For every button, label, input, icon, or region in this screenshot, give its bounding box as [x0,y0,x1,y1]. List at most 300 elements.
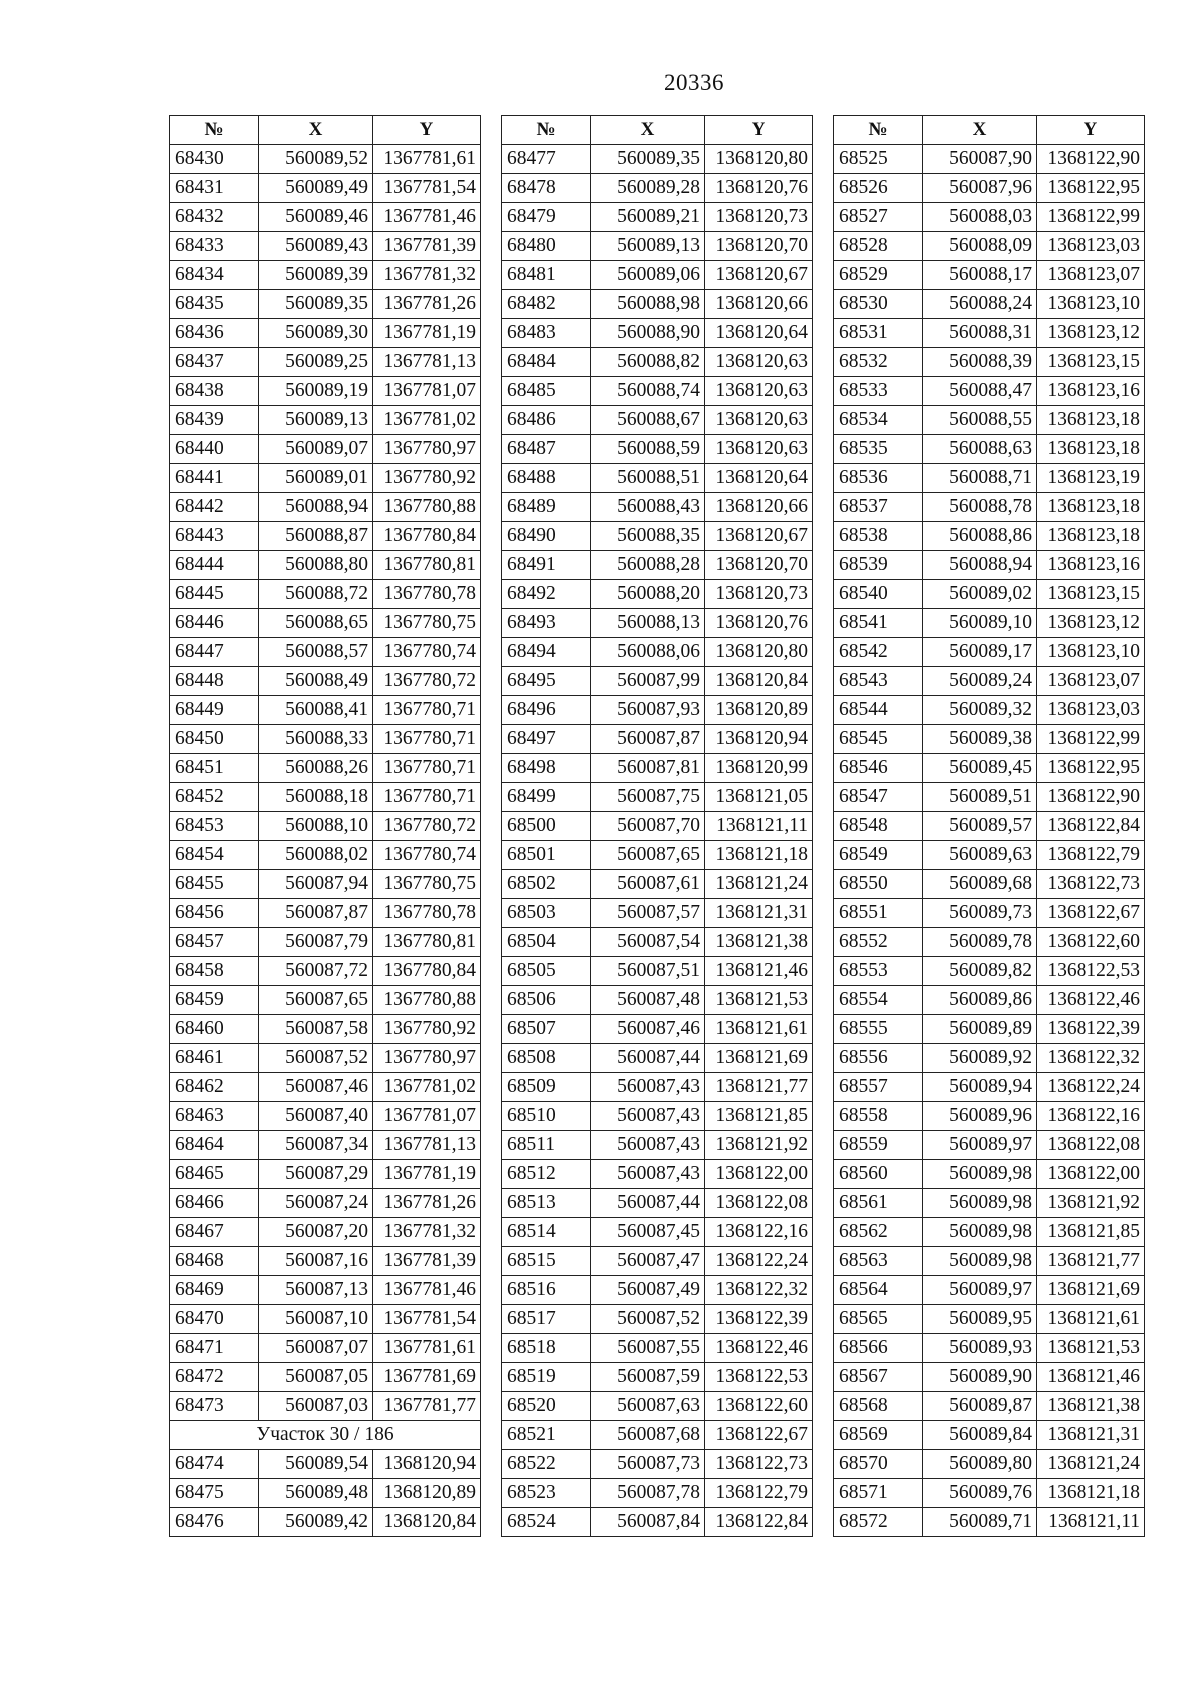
x-coordinate-cell: 560088,63 [923,435,1037,464]
table-row [502,1305,813,1334]
y-coordinate-cell: 1368120,89 [373,1479,481,1508]
x-coordinate-cell: 560087,51 [591,957,705,986]
y-coordinate-cell: 1368123,03 [1037,696,1145,725]
y-coordinate-cell: 1367781,32 [373,1218,481,1247]
y-coordinate-cell: 1368121,31 [705,899,813,928]
point-number-cell: 68550 [834,870,923,899]
y-coordinate-cell: 1368122,53 [705,1363,813,1392]
page-number: 20336 [664,70,724,95]
x-coordinate-cell: 560088,10 [259,812,373,841]
y-coordinate-cell: 1368120,73 [705,203,813,232]
table-row [502,754,813,783]
point-number-cell: 68533 [834,377,923,406]
column-header-number: № [502,116,591,145]
table-row [502,812,813,841]
table-row [170,696,481,725]
x-coordinate-cell: 560088,17 [923,261,1037,290]
point-number-cell: 68430 [170,145,259,174]
point-number-cell: 68452 [170,783,259,812]
table-row [502,1218,813,1247]
y-coordinate-cell: 1367781,46 [373,1276,481,1305]
x-coordinate-cell: 560089,06 [591,261,705,290]
table-row [834,1189,1145,1218]
table-row [502,696,813,725]
table-row [502,609,813,638]
point-number-cell: 68539 [834,551,923,580]
x-coordinate-cell: 560088,03 [923,203,1037,232]
table-row [502,1479,813,1508]
point-number-cell: 68483 [502,319,591,348]
table-row [834,609,1145,638]
point-number-cell: 68538 [834,522,923,551]
y-coordinate-cell: 1368121,69 [1037,1276,1145,1305]
table-row [834,377,1145,406]
y-coordinate-cell: 1367780,81 [373,928,481,957]
table-row [834,696,1145,725]
point-number-cell: 68433 [170,232,259,261]
x-coordinate-cell: 560087,54 [591,928,705,957]
table-row [502,1508,813,1537]
point-number-cell: 68568 [834,1392,923,1421]
point-number-cell: 68503 [502,899,591,928]
y-coordinate-cell: 1368122,99 [1037,203,1145,232]
x-coordinate-cell: 560088,39 [923,348,1037,377]
point-number-cell: 68567 [834,1363,923,1392]
x-coordinate-cell: 560089,68 [923,870,1037,899]
y-coordinate-cell: 1368122,53 [1037,957,1145,986]
point-number-cell: 68561 [834,1189,923,1218]
point-number-cell: 68490 [502,522,591,551]
point-number-cell: 68451 [170,754,259,783]
x-coordinate-cell: 560089,52 [259,145,373,174]
point-number-cell: 68500 [502,812,591,841]
point-number-cell: 68556 [834,1044,923,1073]
y-coordinate-cell: 1367780,97 [373,435,481,464]
point-number-cell: 68461 [170,1044,259,1073]
x-coordinate-cell: 560087,24 [259,1189,373,1218]
x-coordinate-cell: 560087,65 [259,986,373,1015]
point-number-cell: 68546 [834,754,923,783]
table-row [170,1450,481,1479]
point-number-cell: 68442 [170,493,259,522]
table-row [834,986,1145,1015]
table-row [502,1160,813,1189]
table-row [170,1015,481,1044]
table-row [170,551,481,580]
table-row [170,1479,481,1508]
x-coordinate-cell: 560087,94 [259,870,373,899]
point-number-cell: 68484 [502,348,591,377]
point-number-cell: 68562 [834,1218,923,1247]
x-coordinate-cell: 560088,13 [591,609,705,638]
x-coordinate-cell: 560087,16 [259,1247,373,1276]
x-coordinate-cell: 560088,28 [591,551,705,580]
point-number-cell: 68512 [502,1160,591,1189]
point-number-cell: 68444 [170,551,259,580]
x-coordinate-cell: 560088,49 [259,667,373,696]
y-coordinate-cell: 1368123,15 [1037,348,1145,377]
table-row [170,1189,481,1218]
y-coordinate-cell: 1368122,73 [705,1450,813,1479]
y-coordinate-cell: 1367780,92 [373,1015,481,1044]
y-coordinate-cell: 1368120,67 [705,522,813,551]
x-coordinate-cell: 560089,28 [591,174,705,203]
table-row [170,203,481,232]
y-coordinate-cell: 1368121,38 [705,928,813,957]
table-row [834,1160,1145,1189]
y-coordinate-cell: 1368122,32 [1037,1044,1145,1073]
y-coordinate-cell: 1367781,77 [373,1392,481,1421]
y-coordinate-cell: 1368123,12 [1037,609,1145,638]
y-coordinate-cell: 1367781,46 [373,203,481,232]
x-coordinate-cell: 560089,98 [923,1160,1037,1189]
x-coordinate-cell: 560089,48 [259,1479,373,1508]
column-header-y: Y [1037,116,1145,145]
coordinates-table-3 [833,115,1145,1537]
y-coordinate-cell: 1368122,16 [705,1218,813,1247]
y-coordinate-cell: 1368120,94 [373,1450,481,1479]
x-coordinate-cell: 560088,78 [923,493,1037,522]
point-number-cell: 68496 [502,696,591,725]
x-coordinate-cell: 560087,57 [591,899,705,928]
x-coordinate-cell: 560087,03 [259,1392,373,1421]
table-row [834,1102,1145,1131]
y-coordinate-cell: 1367781,07 [373,377,481,406]
x-coordinate-cell: 560087,58 [259,1015,373,1044]
point-number-cell: 68439 [170,406,259,435]
point-number-cell: 68463 [170,1102,259,1131]
table-row [170,1276,481,1305]
x-coordinate-cell: 560088,47 [923,377,1037,406]
y-coordinate-cell: 1368121,11 [705,812,813,841]
x-coordinate-cell: 560089,13 [591,232,705,261]
point-number-cell: 68571 [834,1479,923,1508]
table-row [170,1305,481,1334]
x-coordinate-cell: 560088,59 [591,435,705,464]
point-number-cell: 68523 [502,1479,591,1508]
y-coordinate-cell: 1368120,66 [705,493,813,522]
y-coordinate-cell: 1367780,71 [373,754,481,783]
table-row [502,290,813,319]
table-row [834,464,1145,493]
point-number-cell: 68447 [170,638,259,667]
table-row [834,841,1145,870]
y-coordinate-cell: 1368120,70 [705,232,813,261]
table-row [170,754,481,783]
x-coordinate-cell: 560087,46 [259,1073,373,1102]
x-coordinate-cell: 560089,80 [923,1450,1037,1479]
table-row [502,1044,813,1073]
point-number-cell: 68480 [502,232,591,261]
table-row [834,319,1145,348]
table-row [502,580,813,609]
point-number-cell: 68543 [834,667,923,696]
point-number-cell: 68506 [502,986,591,1015]
y-coordinate-cell: 1368121,46 [1037,1363,1145,1392]
x-coordinate-cell: 560087,63 [591,1392,705,1421]
y-coordinate-cell: 1368122,79 [705,1479,813,1508]
point-number-cell: 68448 [170,667,259,696]
point-number-cell: 68468 [170,1247,259,1276]
table-row [502,1334,813,1363]
y-coordinate-cell: 1367781,19 [373,1160,481,1189]
point-number-cell: 68519 [502,1363,591,1392]
table-row [834,203,1145,232]
y-coordinate-cell: 1368122,08 [705,1189,813,1218]
table-row [170,1218,481,1247]
point-number-cell: 68544 [834,696,923,725]
x-coordinate-cell: 560089,96 [923,1102,1037,1131]
y-coordinate-cell: 1368120,63 [705,377,813,406]
table-row [170,1334,481,1363]
y-coordinate-cell: 1367780,84 [373,957,481,986]
y-coordinate-cell: 1368122,00 [705,1160,813,1189]
y-coordinate-cell: 1368122,67 [705,1421,813,1450]
table-row [502,899,813,928]
x-coordinate-cell: 560087,47 [591,1247,705,1276]
table-row [502,1421,813,1450]
table-row [834,348,1145,377]
x-coordinate-cell: 560089,87 [923,1392,1037,1421]
point-number-cell: 68454 [170,841,259,870]
point-number-cell: 68492 [502,580,591,609]
x-coordinate-cell: 560089,54 [259,1450,373,1479]
y-coordinate-cell: 1368122,73 [1037,870,1145,899]
table-row [170,1073,481,1102]
table-row [170,580,481,609]
point-number-cell: 68524 [502,1508,591,1537]
table-row [170,899,481,928]
table-row [834,261,1145,290]
point-number-cell: 68530 [834,290,923,319]
point-number-cell: 68474 [170,1450,259,1479]
table-row [834,435,1145,464]
x-coordinate-cell: 560089,39 [259,261,373,290]
point-number-cell: 68508 [502,1044,591,1073]
x-coordinate-cell: 560088,09 [923,232,1037,261]
x-coordinate-cell: 560089,38 [923,725,1037,754]
y-coordinate-cell: 1368120,89 [705,696,813,725]
point-number-cell: 68431 [170,174,259,203]
point-number-cell: 68499 [502,783,591,812]
x-coordinate-cell: 560087,96 [923,174,1037,203]
table-row [170,377,481,406]
point-number-cell: 68559 [834,1131,923,1160]
y-coordinate-cell: 1367780,88 [373,493,481,522]
table-row [834,290,1145,319]
x-coordinate-cell: 560089,90 [923,1363,1037,1392]
x-coordinate-cell: 560089,76 [923,1479,1037,1508]
table-row [502,348,813,377]
point-number-cell: 68456 [170,899,259,928]
point-number-cell: 68440 [170,435,259,464]
y-coordinate-cell: 1368122,32 [705,1276,813,1305]
x-coordinate-cell: 560089,02 [923,580,1037,609]
y-coordinate-cell: 1368122,39 [705,1305,813,1334]
x-coordinate-cell: 560089,01 [259,464,373,493]
x-coordinate-cell: 560089,45 [923,754,1037,783]
point-number-cell: 68541 [834,609,923,638]
x-coordinate-cell: 560087,79 [259,928,373,957]
point-number-cell: 68520 [502,1392,591,1421]
table-row [834,1276,1145,1305]
point-number-cell: 68513 [502,1189,591,1218]
y-coordinate-cell: 1368122,46 [1037,986,1145,1015]
table-row [170,174,481,203]
table-row [834,1218,1145,1247]
point-number-cell: 68536 [834,464,923,493]
y-coordinate-cell: 1368123,16 [1037,377,1145,406]
table-row [834,174,1145,203]
column-header-y: Y [705,116,813,145]
x-coordinate-cell: 560089,71 [923,1508,1037,1537]
point-number-cell: 68466 [170,1189,259,1218]
x-coordinate-cell: 560088,82 [591,348,705,377]
point-number-cell: 68497 [502,725,591,754]
y-coordinate-cell: 1368123,10 [1037,638,1145,667]
y-coordinate-cell: 1367780,78 [373,899,481,928]
y-coordinate-cell: 1368120,94 [705,725,813,754]
x-coordinate-cell: 560088,94 [923,551,1037,580]
x-coordinate-cell: 560087,34 [259,1131,373,1160]
point-number-cell: 68467 [170,1218,259,1247]
x-coordinate-cell: 560089,98 [923,1189,1037,1218]
table-row [502,986,813,1015]
x-coordinate-cell: 560088,33 [259,725,373,754]
point-number-cell: 68438 [170,377,259,406]
y-coordinate-cell: 1368121,11 [1037,1508,1145,1537]
table-row [170,841,481,870]
point-number-cell: 68455 [170,870,259,899]
table-row [170,232,481,261]
table-row [502,203,813,232]
y-coordinate-cell: 1368123,03 [1037,232,1145,261]
table-row [502,1073,813,1102]
table-row [834,783,1145,812]
y-coordinate-cell: 1368120,80 [705,145,813,174]
x-coordinate-cell: 560089,73 [923,899,1037,928]
table-row [834,580,1145,609]
y-coordinate-cell: 1368121,92 [705,1131,813,1160]
x-coordinate-cell: 560088,86 [923,522,1037,551]
y-coordinate-cell: 1368121,61 [1037,1305,1145,1334]
x-coordinate-cell: 560087,78 [591,1479,705,1508]
point-number-cell: 68522 [502,1450,591,1479]
point-number-cell: 68495 [502,667,591,696]
y-coordinate-cell: 1368123,18 [1037,406,1145,435]
point-number-cell: 68517 [502,1305,591,1334]
y-coordinate-cell: 1368122,46 [705,1334,813,1363]
x-coordinate-cell: 560089,97 [923,1131,1037,1160]
y-coordinate-cell: 1368123,15 [1037,580,1145,609]
y-coordinate-cell: 1368121,53 [1037,1334,1145,1363]
point-number-cell: 68529 [834,261,923,290]
table-row [502,1392,813,1421]
point-number-cell: 68542 [834,638,923,667]
y-coordinate-cell: 1368122,16 [1037,1102,1145,1131]
table-row [502,1450,813,1479]
point-number-cell: 68534 [834,406,923,435]
y-coordinate-cell: 1368120,64 [705,464,813,493]
y-coordinate-cell: 1368120,84 [373,1508,481,1537]
point-number-cell: 68437 [170,348,259,377]
x-coordinate-cell: 560087,75 [591,783,705,812]
table-row [834,145,1145,174]
x-coordinate-cell: 560088,51 [591,464,705,493]
point-number-cell: 68563 [834,1247,923,1276]
x-coordinate-cell: 560089,92 [923,1044,1037,1073]
table-row [834,812,1145,841]
table-row [170,1131,481,1160]
x-coordinate-cell: 560088,43 [591,493,705,522]
point-number-cell: 68518 [502,1334,591,1363]
y-coordinate-cell: 1368120,63 [705,406,813,435]
x-coordinate-cell: 560088,55 [923,406,1037,435]
y-coordinate-cell: 1368122,24 [705,1247,813,1276]
table-row [834,551,1145,580]
table-row [834,899,1145,928]
point-number-cell: 68553 [834,957,923,986]
x-coordinate-cell: 560089,24 [923,667,1037,696]
table-row [170,1508,481,1537]
y-coordinate-cell: 1368121,77 [1037,1247,1145,1276]
column-header-number: № [834,116,923,145]
x-coordinate-cell: 560087,55 [591,1334,705,1363]
x-coordinate-cell: 560087,81 [591,754,705,783]
point-number-cell: 68558 [834,1102,923,1131]
table-row [834,1305,1145,1334]
x-coordinate-cell: 560087,40 [259,1102,373,1131]
y-coordinate-cell: 1367781,54 [373,1305,481,1334]
y-coordinate-cell: 1367781,61 [373,1334,481,1363]
coordinates-table-1 [169,115,481,1537]
x-coordinate-cell: 560087,99 [591,667,705,696]
y-coordinate-cell: 1368121,85 [705,1102,813,1131]
table-row [502,1363,813,1392]
y-coordinate-cell: 1367780,71 [373,725,481,754]
table-row [834,232,1145,261]
point-number-cell: 68510 [502,1102,591,1131]
table-row [170,986,481,1015]
table-row [502,1247,813,1276]
y-coordinate-cell: 1368122,99 [1037,725,1145,754]
y-coordinate-cell: 1368121,46 [705,957,813,986]
point-number-cell: 68459 [170,986,259,1015]
table-row [502,1189,813,1218]
point-number-cell: 68548 [834,812,923,841]
x-coordinate-cell: 560087,65 [591,841,705,870]
y-coordinate-cell: 1368120,80 [705,638,813,667]
table-row [502,1131,813,1160]
x-coordinate-cell: 560088,90 [591,319,705,348]
y-coordinate-cell: 1367780,75 [373,609,481,638]
point-number-cell: 68434 [170,261,259,290]
column-header-y: Y [373,116,481,145]
y-coordinate-cell: 1367780,75 [373,870,481,899]
y-coordinate-cell: 1367781,19 [373,319,481,348]
y-coordinate-cell: 1368122,79 [1037,841,1145,870]
table-header-row [834,116,1145,145]
point-number-cell: 68475 [170,1479,259,1508]
y-coordinate-cell: 1368120,73 [705,580,813,609]
x-coordinate-cell: 560087,48 [591,986,705,1015]
table-row [502,667,813,696]
y-coordinate-cell: 1368121,24 [1037,1450,1145,1479]
point-number-cell: 68489 [502,493,591,522]
y-coordinate-cell: 1368121,85 [1037,1218,1145,1247]
x-coordinate-cell: 560087,70 [591,812,705,841]
point-number-cell: 68547 [834,783,923,812]
